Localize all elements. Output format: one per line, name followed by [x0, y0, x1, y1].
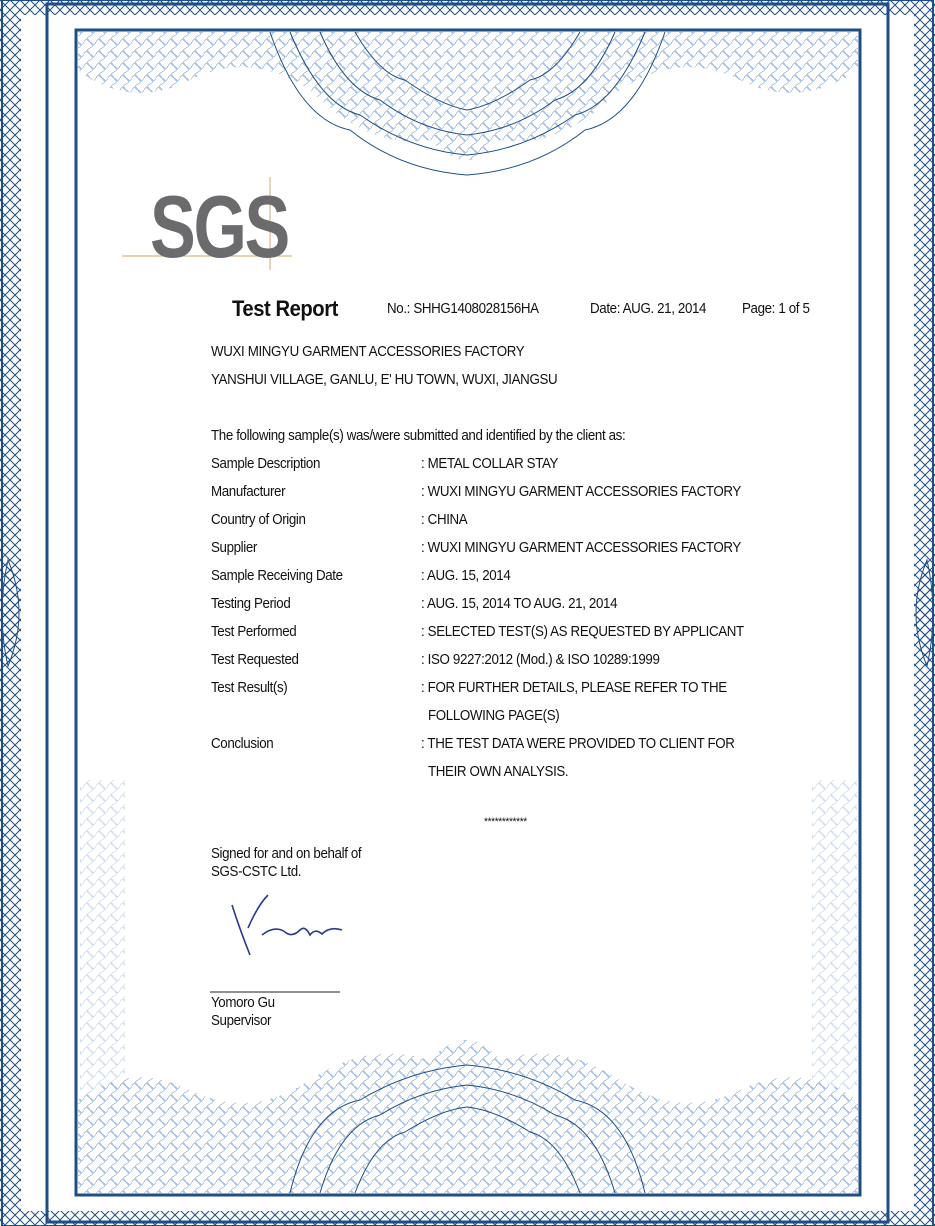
field-value: : CHINA — [421, 512, 468, 528]
field-value: : WUXI MINGYU GARMENT ACCESSORIES FACTORY — [421, 484, 741, 500]
page-number: Page: 1 of 5 — [742, 301, 810, 317]
field-label: Test Requested — [211, 652, 299, 668]
field-label: Testing Period — [211, 596, 291, 612]
field-label: Sample Description — [211, 456, 321, 472]
field-value: : WUXI MINGYU GARMENT ACCESSORIES FACTORY — [421, 540, 741, 556]
field-value-continued: THEIR OWN ANALYSIS. — [428, 764, 569, 780]
field-value-continued: FOLLOWING PAGE(S) — [428, 708, 560, 724]
client-address: YANSHUI VILLAGE, GANLU, E' HU TOWN, WUXI, JIANGSU — [211, 372, 558, 388]
field-label: Conclusion — [211, 736, 274, 752]
page-title: Test Report — [232, 296, 338, 321]
field-value: : AUG. 15, 2014 TO AUG. 21, 2014 — [421, 596, 618, 612]
sgs-logo: SGS — [150, 177, 288, 276]
company-name: SGS-CSTC Ltd. — [211, 864, 302, 880]
field-label: Test Performed — [211, 624, 297, 640]
field-value: : AUG. 15, 2014 — [421, 568, 511, 584]
intro-text: The following sample(s) was/were submitted and identified by the client as: — [211, 428, 626, 444]
field-label: Manufacturer — [211, 484, 286, 500]
signatory-name: Yomoro Gu — [211, 995, 275, 1011]
separator: ************ — [484, 816, 527, 828]
field-value: : SELECTED TEST(S) AS REQUESTED BY APPLICANT — [421, 624, 744, 640]
report-number: No.: SHHG1408028156HA — [387, 301, 539, 317]
field-label: Sample Receiving Date — [211, 568, 343, 584]
client-name: WUXI MINGYU GARMENT ACCESSORIES FACTORY — [211, 344, 525, 360]
signatory-role: Supervisor — [211, 1013, 272, 1029]
field-label: Supplier — [211, 540, 257, 556]
field-label: Country of Origin — [211, 512, 306, 528]
signature-image — [232, 895, 342, 955]
field-value: : THE TEST DATA WERE PROVIDED TO CLIENT FOR — [421, 736, 735, 752]
signed-for-text: Signed for and on behalf of — [211, 846, 362, 862]
field-value: : FOR FURTHER DETAILS, PLEASE REFER TO THE — [421, 680, 727, 696]
report-date: Date: AUG. 21, 2014 — [590, 301, 707, 317]
field-label: Test Result(s) — [211, 680, 288, 696]
field-value: : METAL COLLAR STAY — [421, 456, 559, 472]
field-value: : ISO 9227:2012 (Mod.) & ISO 10289:1999 — [421, 652, 660, 668]
